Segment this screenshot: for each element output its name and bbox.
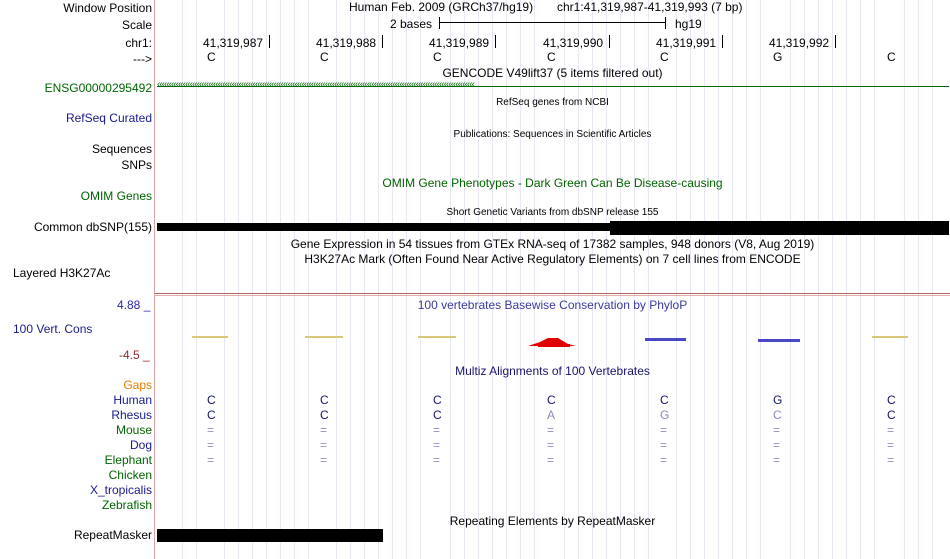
dbsnp-bar[interactable]	[610, 221, 949, 235]
ref-base: C	[207, 50, 216, 64]
snps-label[interactable]: SNPs	[121, 158, 152, 172]
cons-track-label[interactable]: 100 Vert. Cons	[13, 322, 93, 336]
aln-base: =	[207, 438, 215, 452]
ref-base: C	[887, 50, 896, 64]
ruler-position: 41,319,992	[769, 36, 830, 50]
aln-base: A	[547, 408, 556, 422]
dbsnp-bar[interactable]	[157, 223, 610, 231]
aln-base: G	[773, 393, 783, 407]
gene-id-label[interactable]: ENSG00000295492	[44, 81, 152, 95]
aln-base: =	[773, 438, 781, 452]
repeatmasker-label[interactable]: RepeatMasker	[73, 528, 152, 542]
aln-base: =	[320, 453, 328, 467]
position-readout[interactable]: chr1:41,319,987-41,319,993 (7 bp)	[557, 0, 743, 14]
aln-base: =	[773, 453, 781, 467]
aln-base: =	[547, 423, 555, 437]
species-label-zebrafish[interactable]: Zebrafish	[101, 498, 152, 512]
aln-base: C	[660, 393, 669, 407]
ruler-position: 41,319,991	[656, 36, 717, 50]
aln-base: =	[660, 453, 668, 467]
aln-base: C	[887, 393, 896, 407]
cons-min-label: -4.5 _	[119, 348, 150, 362]
aln-base: C	[320, 408, 329, 422]
aln-base: =	[547, 453, 555, 467]
track-separator	[155, 293, 950, 294]
species-label-x-tropicalis[interactable]: X_tropicalis	[89, 483, 152, 497]
sequences-label[interactable]: Sequences	[91, 142, 152, 156]
aln-base: C	[773, 408, 782, 422]
species-label-dog[interactable]: Dog	[129, 438, 152, 452]
aln-base: C	[207, 408, 216, 422]
ruler-position: 41,319,990	[543, 36, 604, 50]
strand-label: --->	[133, 52, 152, 66]
multiz-track-title[interactable]: Multiz Alignments of 100 Vertebrates	[455, 364, 650, 378]
scale-text: 2 bases	[390, 17, 433, 31]
aln-base: G	[660, 408, 670, 422]
aln-base: =	[207, 453, 215, 467]
ruler-position: 41,319,989	[429, 36, 490, 50]
refseq-track-title[interactable]: RefSeq genes from NCBI	[496, 97, 609, 108]
cons-max-label: 4.88 _	[117, 298, 151, 312]
chrom-label: chr1:	[125, 36, 152, 50]
track-separator	[155, 295, 950, 296]
aln-base: =	[433, 423, 441, 437]
ref-base: C	[547, 50, 556, 64]
gencode-track-title[interactable]: GENCODE V49lift37 (5 items filtered out)	[442, 66, 663, 80]
publications-track-title[interactable]: Publications: Sequences in Scientific Articles	[453, 129, 652, 140]
aln-base: =	[660, 423, 668, 437]
aln-base: =	[433, 453, 441, 467]
aln-base: C	[433, 408, 442, 422]
assembly-title: Human Feb. 2009 (GRCh37/hg19)	[349, 0, 534, 14]
h3k27ac-track-title[interactable]: H3K27Ac Mark (Often Found Near Active Regulatory Elements) on 7 cell lines from ENCODE	[304, 252, 801, 266]
gene-feature-arrows[interactable]: ‹‹‹‹‹‹‹‹‹‹‹‹‹‹‹‹‹‹‹‹‹‹‹‹‹‹‹‹‹‹‹‹‹‹‹‹‹‹‹‹‹‹‹‹‹‹‹‹‹‹‹‹‹‹‹‹‹‹‹‹‹‹‹‹‹‹‹‹‹‹‹‹‹‹‹‹‹‹‹‹‹‹‹‹‹‹‹‹‹‹‹‹‹‹‹‹‹‹‹‹‹‹‹‹‹‹‹‹‹‹‹‹‹‹‹‹‹‹‹‹‹‹‹‹‹‹‹‹‹‹‹‹‹‹‹‹	[157, 80, 949, 92]
aln-base: C	[207, 393, 216, 407]
window-position-label: Window Position	[63, 1, 152, 15]
aln-base: C	[887, 408, 896, 422]
h3k27ac-label[interactable]: Layered H3K27Ac	[13, 266, 111, 280]
label-column-divider	[154, 0, 155, 559]
species-label-mouse[interactable]: Mouse	[115, 423, 152, 437]
repeat-track-title[interactable]: Repeating Elements by RepeatMasker	[449, 514, 656, 528]
refseq-label[interactable]: RefSeq Curated	[65, 111, 152, 125]
omim-label[interactable]: OMIM Genes	[80, 189, 152, 203]
species-label-rhesus[interactable]: Rhesus	[111, 408, 152, 422]
dbsnp-track-title[interactable]: Short Genetic Variants from dbSNP release 155	[446, 207, 659, 218]
ref-base: C	[660, 50, 669, 64]
aln-base: C	[547, 393, 556, 407]
species-label-human[interactable]: Human	[113, 393, 152, 407]
gtex-track-title[interactable]: Gene Expression in 54 tissues from GTEx RNA-seq of 17382 samples, 948 donors (V8, Aug 2019)	[290, 237, 815, 251]
aln-base: =	[547, 438, 555, 452]
dbsnp-label[interactable]: Common dbSNP(155)	[33, 220, 152, 234]
ref-base: C	[320, 50, 329, 64]
omim-track-title[interactable]: OMIM Gene Phenotypes - Dark Green Can Be Disease-causing	[382, 176, 723, 190]
ref-base: C	[433, 50, 442, 64]
aln-base: =	[887, 453, 895, 467]
aln-base: =	[887, 438, 895, 452]
aln-base: =	[207, 423, 215, 437]
aln-base: =	[887, 423, 895, 437]
aln-base: =	[660, 438, 668, 452]
ref-base: G	[773, 50, 783, 64]
scale-db: hg19	[675, 17, 702, 31]
scale-label: Scale	[121, 18, 152, 32]
ruler-position: 41,319,987	[203, 36, 264, 50]
aln-base: =	[773, 423, 781, 437]
species-label-chicken[interactable]: Chicken	[108, 468, 152, 482]
repeat-element-bar[interactable]	[157, 529, 383, 542]
aln-base: C	[433, 393, 442, 407]
phylop-track-title[interactable]: 100 vertebrates Basewise Conservation by PhyloP	[417, 298, 688, 312]
ruler-position: 41,319,988	[316, 36, 377, 50]
conservation-peak	[528, 336, 576, 350]
aln-base: =	[433, 438, 441, 452]
aln-base: =	[320, 423, 328, 437]
aln-base: =	[320, 438, 328, 452]
gaps-label: Gaps	[123, 378, 152, 392]
aln-base: C	[320, 393, 329, 407]
species-label-elephant[interactable]: Elephant	[104, 453, 152, 467]
